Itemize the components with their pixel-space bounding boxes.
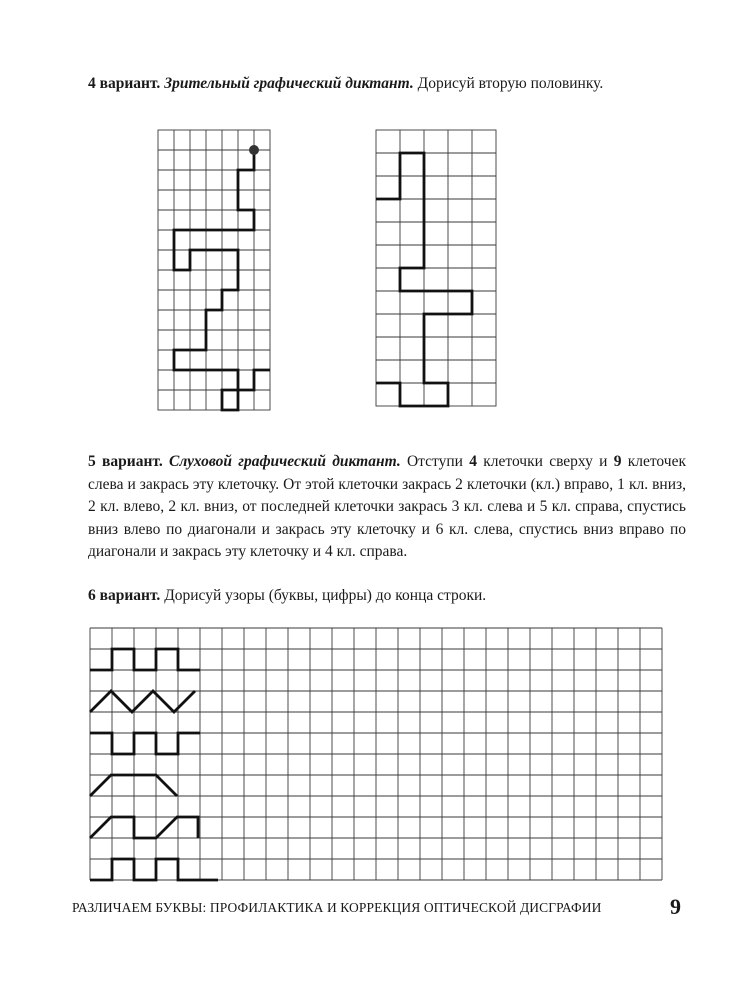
pattern-row-2 bbox=[90, 691, 195, 712]
start-dot-icon bbox=[249, 145, 259, 155]
pattern-row-3 bbox=[90, 733, 200, 754]
footer-text: РАЗЛИЧАЕМ БУКВЫ: ПРОФИЛАКТИКА И КОРРЕКЦИЯ ОПТИЧЕСКОЙ ДИСГРАФИИ bbox=[72, 900, 602, 915]
task-5-text-part: Отступи bbox=[400, 453, 470, 470]
task-5-text-part: клеточки сверху и bbox=[476, 453, 614, 470]
pattern-row-6 bbox=[90, 859, 218, 880]
task-5-text-part: клеточек слева и закрась эту клеточку. От этой клеточки закрась 2 клеточки (кл.) вправо, 1 кл. вниз, 2 кл. влево, 2 кл. вниз, от последней клеточки закрась 3 кл. слева и 5 кл. справа, спустись вниз влево по диагонали и закрась эту клеточку и 6 кл. слева, спустись вниз вправо по диагонали и закрась эту клеточку и 4 кл. справа. bbox=[88, 453, 686, 560]
task-4-left-grid bbox=[158, 130, 270, 410]
task-6-grid bbox=[90, 628, 662, 880]
task-5-text bbox=[88, 451, 686, 564]
task-5-number: 9 bbox=[613, 453, 622, 470]
task-4-heading bbox=[88, 74, 708, 94]
task-5-lead: 5 вариант. bbox=[88, 453, 163, 470]
task-4-instruction: Дорисуй вторую половинку. bbox=[417, 75, 604, 92]
task-4-title: Зрительный графический диктант. bbox=[164, 75, 414, 92]
task-6-heading bbox=[88, 586, 708, 606]
task-5-title: Слуховой графический диктант. bbox=[168, 453, 401, 470]
task-5-number: 4 bbox=[469, 453, 477, 470]
pattern-row-1 bbox=[90, 649, 200, 670]
task-6-instruction: Дорисуй узоры (буквы, цифры) до конца строки. bbox=[164, 587, 487, 604]
task-4-lead: 4 вариант. bbox=[88, 75, 161, 92]
page-number: 9 bbox=[670, 894, 681, 919]
task-6-lead: 6 вариант. bbox=[88, 587, 161, 604]
pattern-row-5 bbox=[90, 817, 198, 838]
task-4-right-grid bbox=[376, 130, 496, 406]
pattern-row-4 bbox=[90, 775, 177, 796]
